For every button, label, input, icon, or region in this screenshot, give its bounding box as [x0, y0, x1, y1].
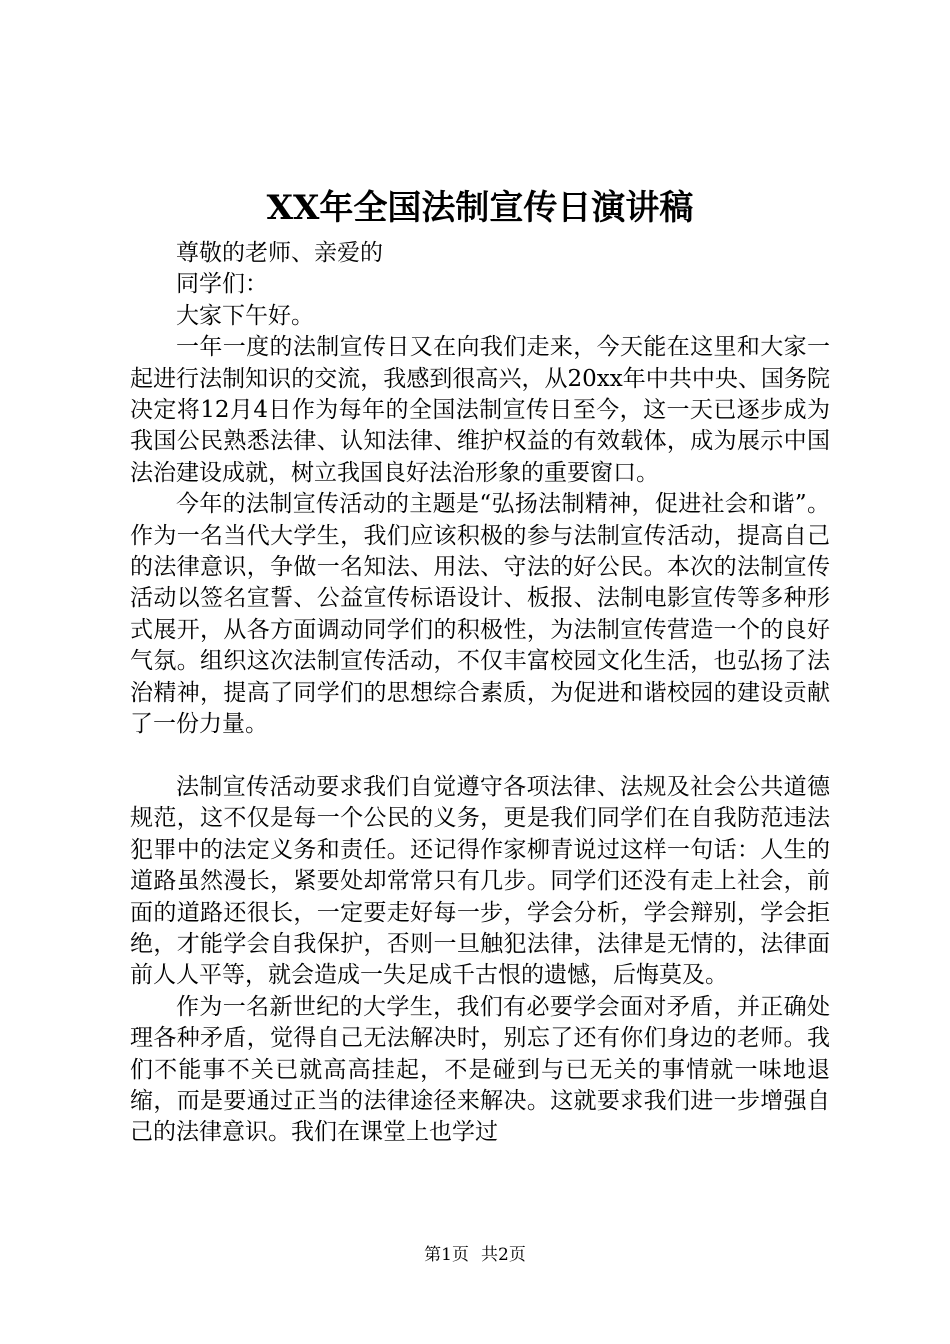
page-footer — [0, 1244, 950, 1266]
paragraph-obligation: 法制宣传活动要求我们自觉遵守各项法律、法规及社会公共道德规范，这不仅是每一个公民的义务，更是我们同学们在自我防范违法犯罪中的法定义务和责任。还记得作家柳青说过这样一句话：人生的道路虽然漫长，紧要处却常常只有几步。同学们还没有走上社会，前面的道路还很长，一定要走好每一步，学会分析，学会辩别，学会拒绝，才能学会自我保护，否则一旦触犯法律，法律是无情的，法律面前人人平等，就会造成一失足成千古恨的遗憾，后悔莫及。 — [130, 773, 830, 989]
paragraph-theme: 今年的法制宣传活动的主题是“弘扬法制精神，促进社会和谐”。作为一名当代大学生，我们应该积极的参与法制宣传活动，提高自己的法律意识，争做一名知法、用法、守法的好公民。本次的法制宣传活动以签名宣誓、公益宣传标语设计、板报、法制电影宣传等多种形式展开，从各方面调动同学们的积极性，为法制宣传营造一个的良好气氛。组织这次法制宣传活动，不仅丰富校园文化生活，也弘扬了法治精神，提高了同学们的思想综合素质，为促进和谐校园的建设贡献了一份力量。 — [130, 491, 830, 738]
page-total: 共2页 — [481, 1245, 526, 1265]
document-body — [130, 238, 830, 1149]
page-number: 第1页 — [424, 1245, 469, 1265]
paragraph-student: 作为一名新世纪的大学生，我们有必要学会面对矛盾，并正确处理各种矛盾，觉得自己无法解决时，别忘了还有你们身边的老师。我们不能事不关已就高高挂起，不是碰到与已无关的事情就一味地退缩，而是要通过正当的法律途径来解决。这就要求我们进一步增强自己的法律意识。我们在课堂上也学过 — [130, 993, 830, 1146]
paragraph-intro: 一年一度的法制宣传日又在向我们走来，今天能在这里和大家一起进行法制知识的交流，我感到很高兴，从20xx年中共中央、国务院决定将12月4日作为每年的全国法制宣传日至今，这一天已逐步成为我国公民熟悉法律、认知法律、维护权益的有效载体，成为展示中国法治建设成就，树立我国良好法治形象的重要窗口。 — [130, 334, 830, 486]
salutation-line-2: 同学们： — [176, 271, 268, 298]
document-title: XX年全国法制宣传日演讲稿 — [266, 188, 694, 228]
greeting-line: 大家下午好。 — [176, 302, 314, 329]
salutation-line-1: 尊敬的老师、亲爱的 — [176, 240, 383, 266]
